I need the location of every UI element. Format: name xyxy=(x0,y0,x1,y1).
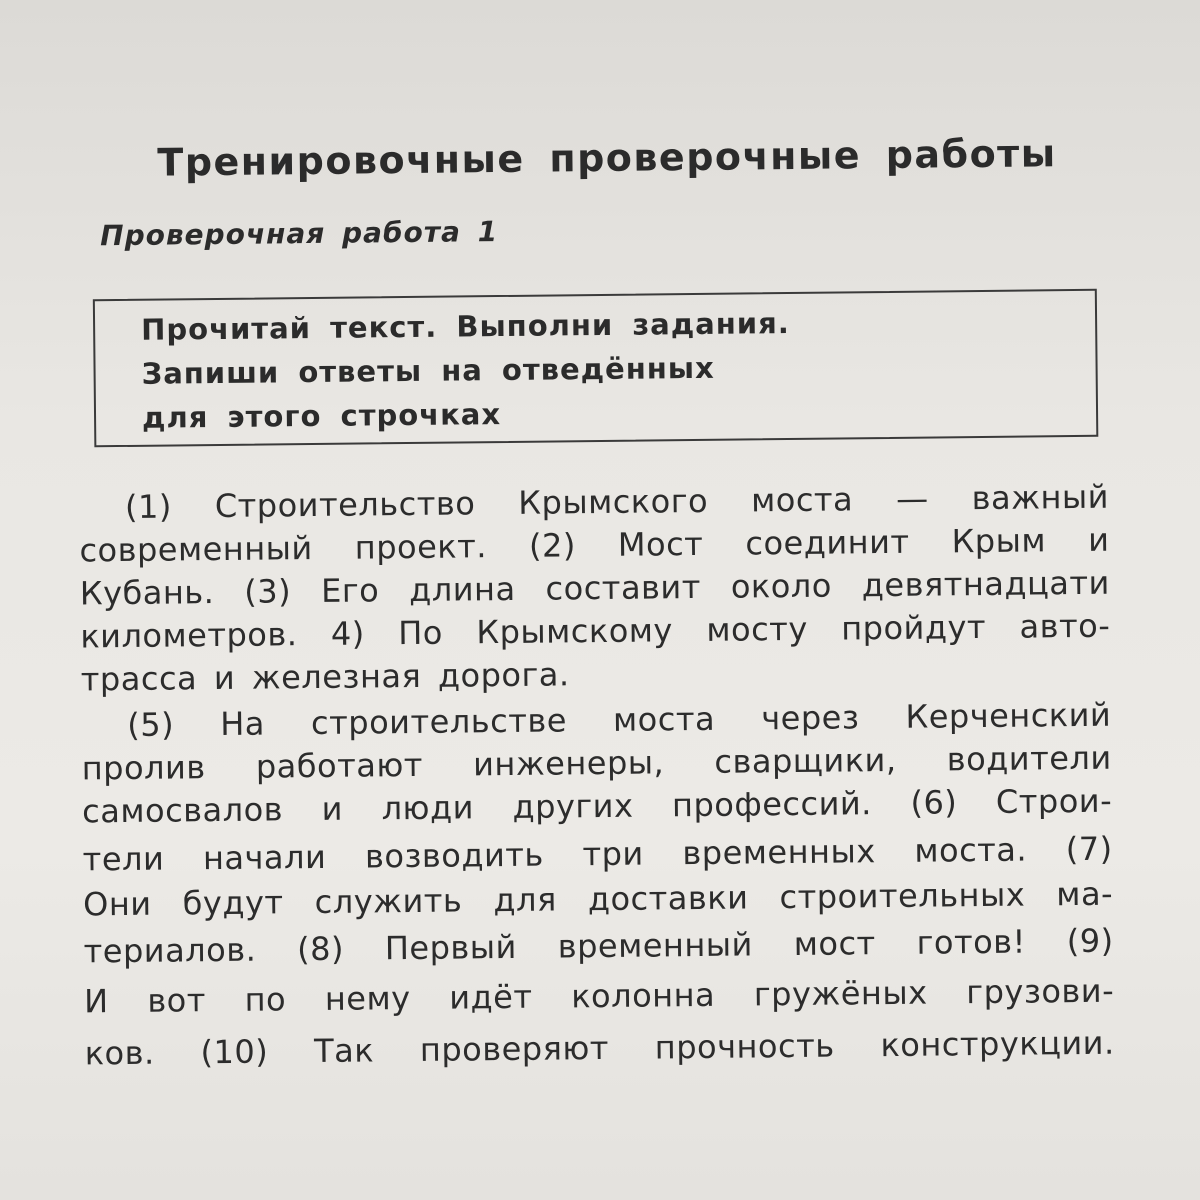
text-line: (1) Строительство Крымского моста — важный xyxy=(124,477,1110,526)
work-subtitle: Проверочная работа 1 xyxy=(99,215,499,253)
text-line: (5) На строительстве моста через Керченский xyxy=(127,695,1112,744)
instruction-box xyxy=(93,289,1098,448)
text-line: трасса и железная дорога. xyxy=(80,655,570,699)
text-line: ков. (10) Так проверяют прочность конструкции. xyxy=(84,1023,1115,1073)
text-line: километров. 4) По Крымскому мосту пройдут авто- xyxy=(80,606,1111,656)
text-line: териалов. (8) Первый временный мост готов! (9) xyxy=(83,921,1114,971)
text-line: тели начали возводить три временных моста. (7) xyxy=(82,829,1113,879)
instruction-line: для этого строчках xyxy=(141,397,502,435)
instruction-line: Запиши ответы на отведённых xyxy=(141,350,715,391)
page-title: Тренировочные проверочные работы xyxy=(157,131,1057,185)
text-line: И вот по нему идёт колонна гружёных грузови- xyxy=(83,971,1115,1021)
instruction-line: Прочитай текст. Выполни задания. xyxy=(140,305,790,347)
text-line: Они будут служить для доставки строительных ма- xyxy=(82,874,1114,924)
text-line: Кубань. (3) Его длина составит около девятнадцати xyxy=(79,563,1111,613)
text-line: самосвалов и люди других профессий. (6) Строи- xyxy=(81,781,1113,831)
text-line: современный проект. (2) Мост соединит Крым и xyxy=(79,520,1110,570)
text-line: пролив работают инженеры, сварщики, водители xyxy=(81,738,1112,788)
